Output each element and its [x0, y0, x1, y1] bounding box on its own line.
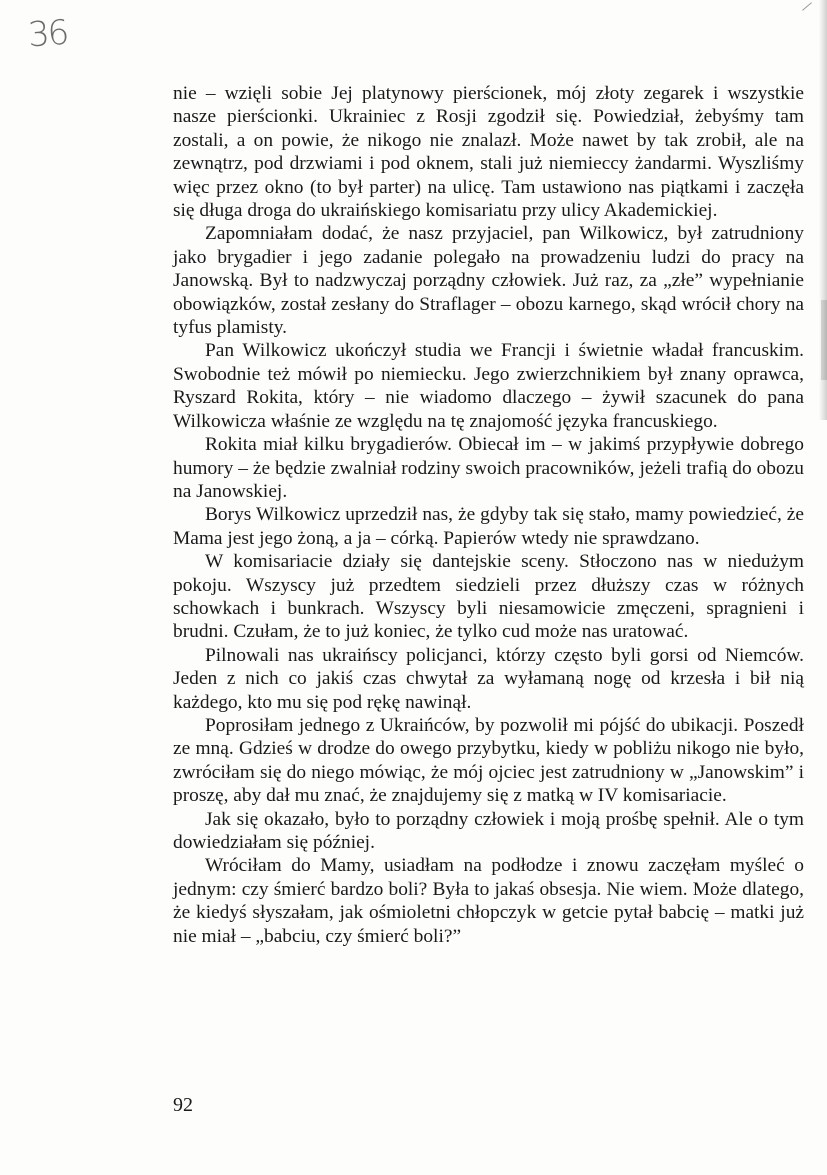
paragraph: Poprosiłam jednego z Ukraińców, by pozwolił mi pójść do ubikacji. Poszedł ze mną. Gdzieś w drodze do owego przybytku, kiedy w pobliżu nikogo nie było, zwróciłam się do niego mówiąc, że mój ojciec jest zatrudniony w „Janowskim” i proszę, aby dał mu znać, że znajdujemy się z matką w IV komisariacie.: [173, 714, 804, 807]
paragraph: Jak się okazało, było to porządny człowiek i moją prośbę spełnił. Ale o tym dowiedziałam się później.: [173, 808, 804, 853]
paragraph: Rokita miał kilku brygadierów. Obiecał im – w jakimś przypływie dobrego humory – że będzie zwalniał rodziny swoich pracowników, jeżeli trafią do obozu na Janowskiej.: [173, 434, 804, 502]
paragraph: Wróciłam do Mamy, usiadłam na podłodze i znowu zaczęłam myśleć o jednym: czy śmierć bardzo boli? Była to jakaś obsesja. Nie wiem. Może dlatego, że kiedyś słyszałam, jak ośmioletni chłopczyk w getcie pytał babcię – matki już nie miał – „babciu, czy śmierć boli?”: [173, 855, 804, 947]
paragraph: Borys Wilkowicz uprzedził nas, że gdyby tak się stało, mamy powiedzieć, że Mama jest jego żoną, a ja – córką. Papierów wtedy nie sprawdzano.: [173, 504, 804, 549]
paragraph: Zapomniałam dodać, że nasz przyjaciel, pan Wilkowicz, był zatrudniony jako brygadier i jego zadanie polegało na prowadzeniu ludzi do pracy na Janowską. Był to nadzwyczaj porządny człowiek. Już raz, za „złe” wypełnianie obowiązków, został zesłany do Straflager – obozu karnego, skąd wrócił chory na tyfus plamisty.: [173, 223, 804, 339]
scan-artifact-mark: [802, 2, 812, 10]
paragraph-continued: nie – wzięli sobie Jej platynowy pierścionek, mój złoty zegarek i wszystkie nasze pierścionki. Ukrainiec z Rosji zgodził się. Powiedział, żebyśmy tam zostali, a on powie, że nikogo nie znalazł. Może nawet by tak zrobił, ale na zewnątrz, pod drzwiami i pod oknem, stali już niemieccy żandarmi. Wyszliśmy więc przez okno (to był parter) na ulicę. Tam ustawiono nas piątkami i zaczęła się długa droga do ukraińskiego komisariatu przy ulicy Akademickiej.: [173, 83, 804, 222]
body-text: [173, 82, 804, 948]
paragraph: Pan Wilkowicz ukończył studia we Francji i świetnie władał francuskim. Swobodnie też mówił po niemiecku. Jego zwierzchnikiem był znany oprawca, Ryszard Rokita, który – nie wiadomo dlaczego – żywił szacunek do pana Wilkowicza właśnie ze względu na tę znajomość języka francuskiego.: [173, 340, 804, 432]
page-edge-shadow-lower: [821, 300, 827, 380]
paragraph: Pilnowali nas ukraińscy policjanci, którzy często byli gorsi od Niemców. Jeden z nich co jakiś czas chwytał za wyłamaną nogę od krzesła i bił nią każdego, kto mu się pod rękę nawinął.: [173, 644, 804, 713]
page-number: 92: [173, 1094, 193, 1116]
handwritten-page-mark: 36: [26, 12, 69, 56]
paragraph: W komisariacie działy się dantejskie sceny. Stłoczono nas w niedużym pokoju. Wszyscy już przedtem siedzieli przez dłuższy czas w różnych schowkach i bunkrach. Wszyscy byli niesamowicie zmęczeni, spragnieni i brudni. Czułam, że to już koniec, że tylko cud może nas uratować.: [173, 551, 804, 643]
